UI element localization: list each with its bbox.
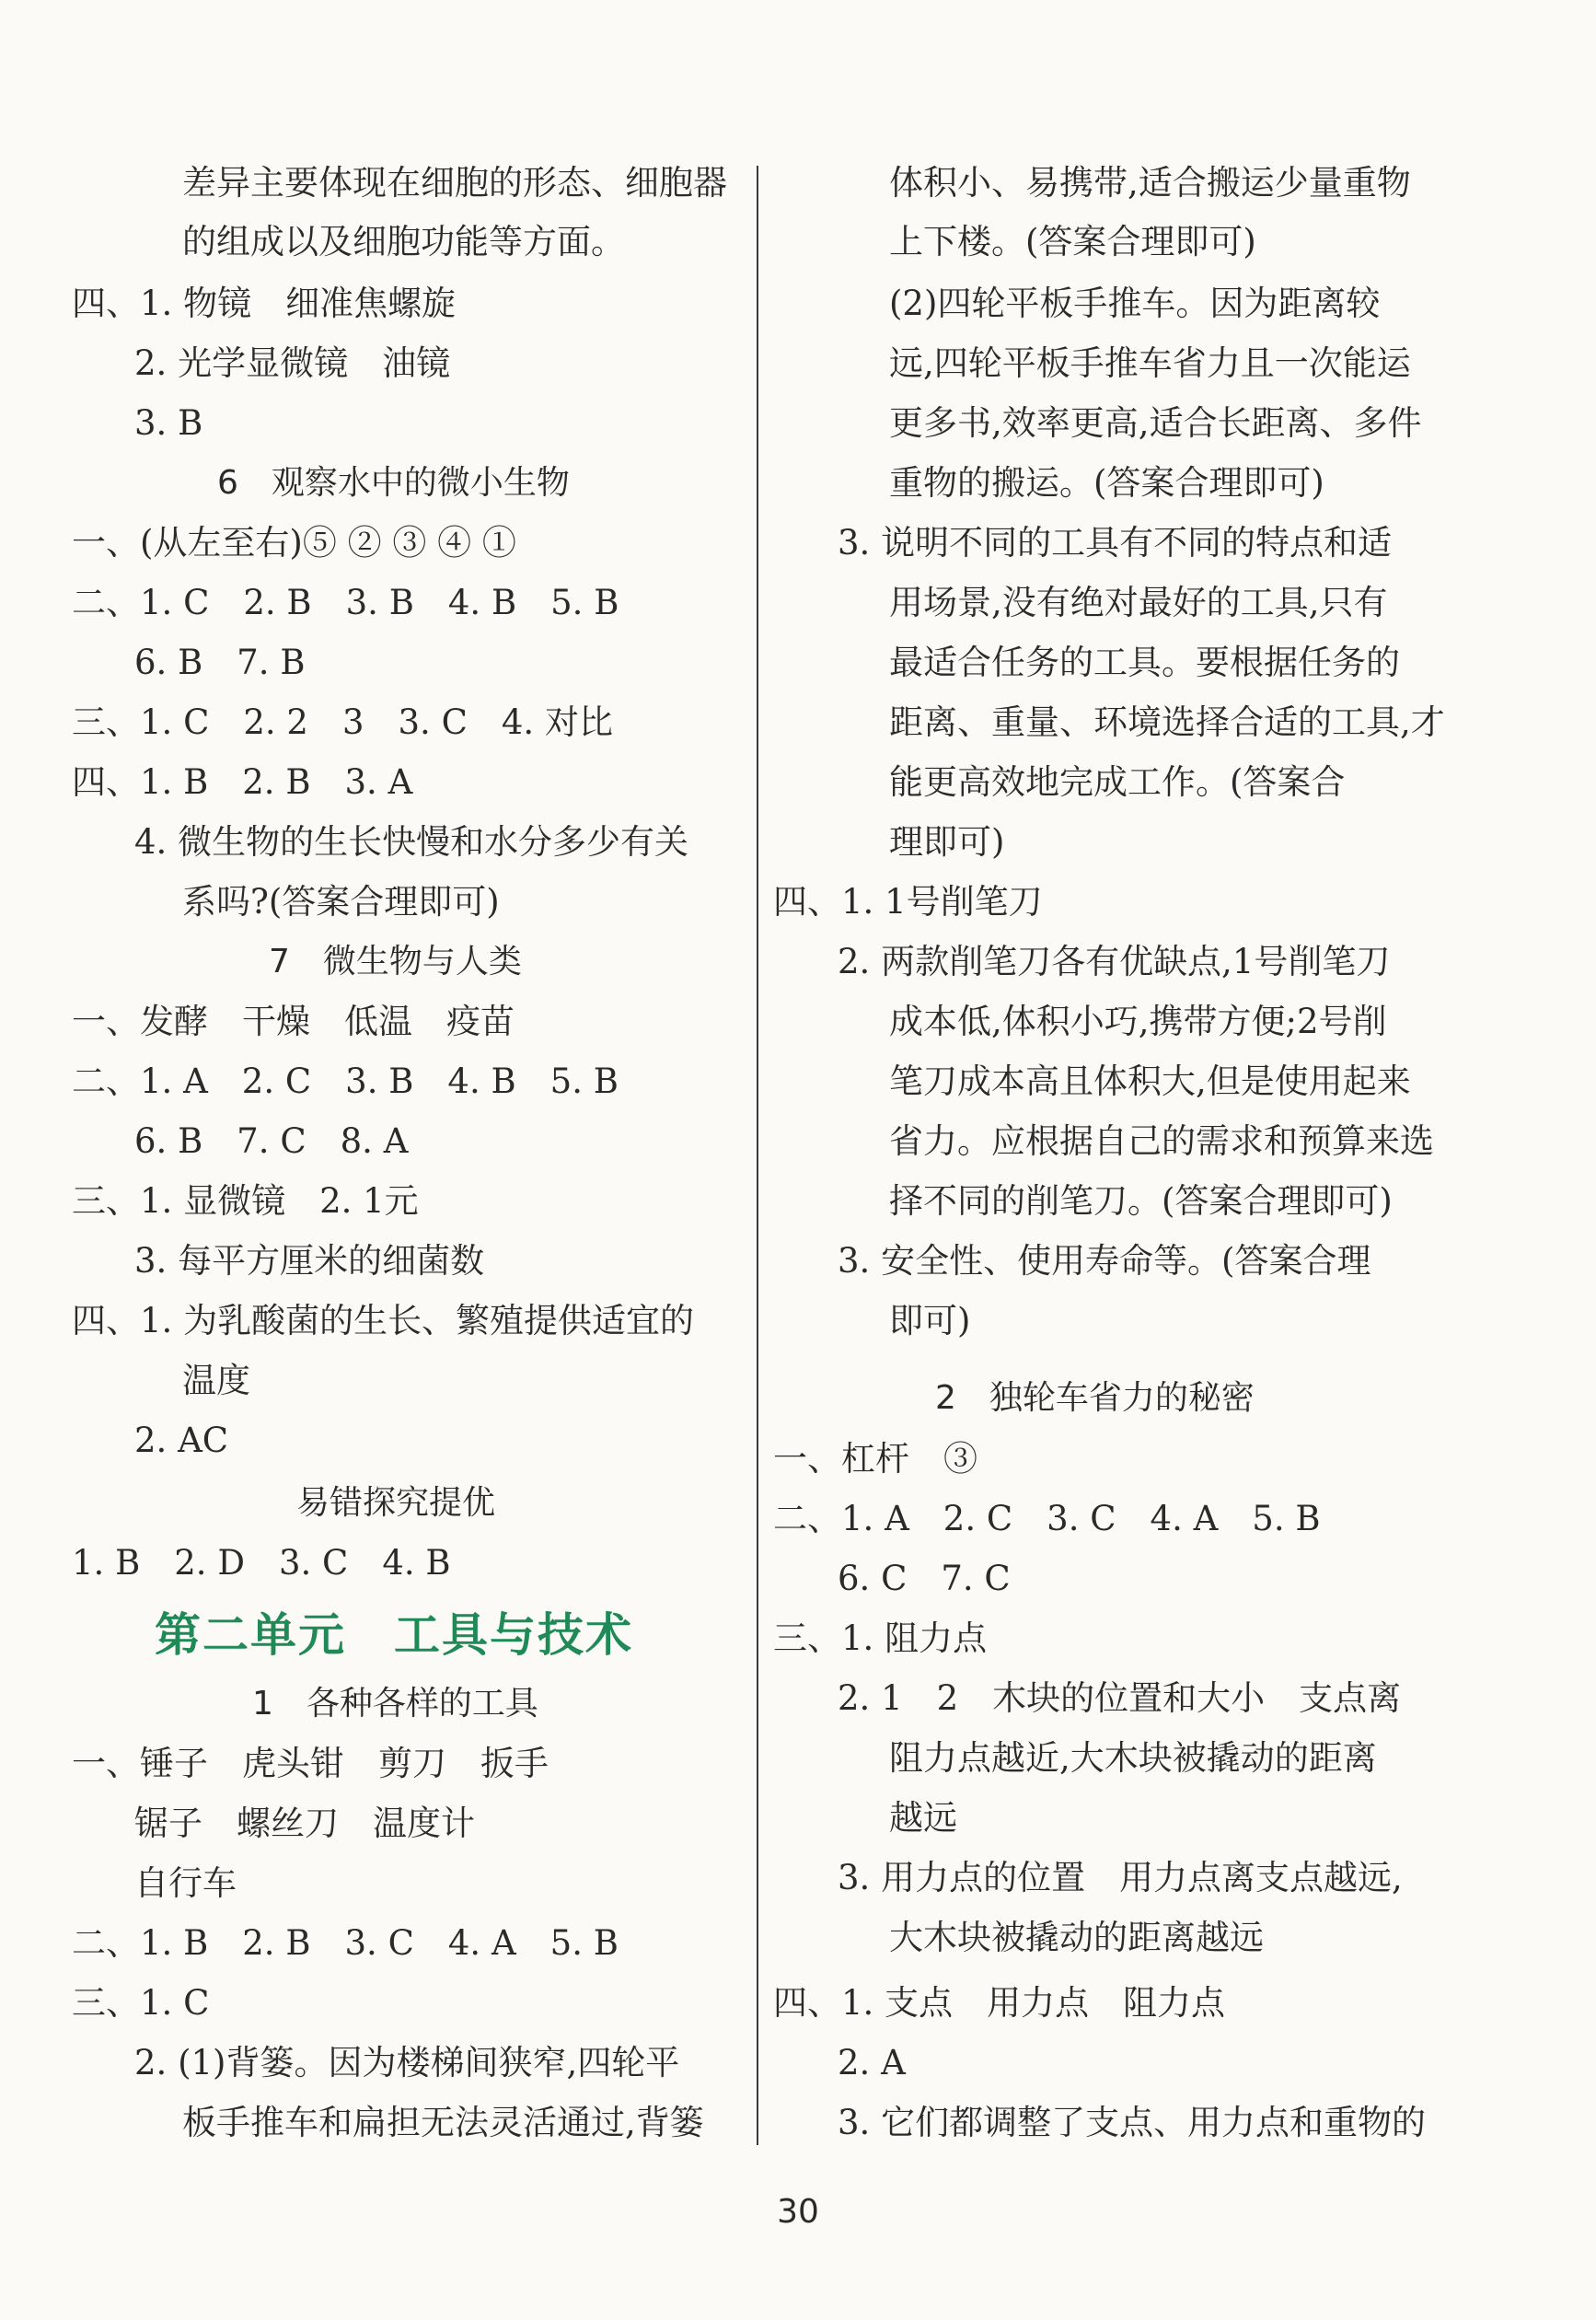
answer-line: 4. 微生物的生长快慢和水分多少有关 <box>134 822 689 862</box>
answer-line: 三、1. C <box>72 1983 210 2023</box>
answer-line: 2. (1)背篓。因为楼梯间狭窄,四轮平 <box>134 2043 680 2082</box>
answer-line: (2)四轮平板手推车。因为距离较 <box>889 284 1381 323</box>
answer-line: 重物的搬运。(答案合理即可) <box>889 463 1324 503</box>
answer-line: 体积小、易携带,适合搬运少量重物 <box>889 163 1411 203</box>
answer-line: 成本低,体积小巧,携带方便;2号削 <box>889 1002 1387 1041</box>
answer-line: 即可) <box>889 1301 971 1340</box>
answer-line: 二、1. A 2. C 3. C 4. A 5. B <box>773 1499 1321 1538</box>
answer-line: 的组成以及细胞功能等方面。 <box>182 222 625 261</box>
answer-line: 上下楼。(答案合理即可) <box>889 222 1256 261</box>
answer-line: 温度 <box>182 1361 250 1400</box>
answer-line: 系吗?(答案合理即可) <box>182 882 500 922</box>
section-heading: 6 观察水中的微小生物 <box>217 464 570 502</box>
answer-line: 3. 说明不同的工具有不同的特点和适 <box>838 523 1393 563</box>
answer-line: 理即可) <box>889 822 1005 862</box>
answer-line: 2. A <box>838 2043 906 2082</box>
answer-line: 一、锤子 虎头钳 剪刀 扳手 <box>72 1744 549 1783</box>
answer-line: 二、1. B 2. B 3. C 4. A 5. B <box>72 1923 619 1963</box>
answer-line: 三、1. C 2. 2 3 3. C 4. 对比 <box>72 702 613 742</box>
answer-line: 能更高效地完成工作。(答案合 <box>889 762 1346 802</box>
section-heading: 7 微生物与人类 <box>269 943 522 980</box>
answer-line: 6. B 7. C 8. A <box>134 1121 409 1161</box>
unit-heading: 第二单元 工具与技术 <box>155 1608 633 1662</box>
answer-line: 差异主要体现在细胞的形态、细胞器 <box>182 163 727 203</box>
answer-line: 三、1. 阻力点 <box>773 1618 988 1658</box>
answer-line: 3. B <box>134 403 203 443</box>
answer-line: 远,四轮平板手推车省力且一次能运 <box>889 343 1411 383</box>
answer-line: 3. 用力点的位置 用力点离支点越远, <box>838 1858 1403 1897</box>
column-divider <box>757 166 758 2145</box>
answer-line: 三、1. 显微镜 2. 1元 <box>72 1181 419 1221</box>
answer-line: 四、1. 支点 用力点 阻力点 <box>773 1983 1226 2023</box>
answer-line: 自行车 <box>134 1863 237 1903</box>
answer-line: 一、发酵 干燥 低温 疫苗 <box>72 1002 515 1041</box>
answer-line: 3. 它们都调整了支点、用力点和重物的 <box>838 2103 1427 2142</box>
answer-line: 2. AC <box>134 1421 229 1460</box>
answer-line: 四、1. B 2. B 3. A <box>72 762 413 802</box>
section-heading: 1 各种各样的工具 <box>252 1685 538 1723</box>
section-heading: 易错探究提优 <box>296 1484 496 1522</box>
answer-line: 二、1. A 2. C 3. B 4. B 5. B <box>72 1061 619 1101</box>
answer-line: 2. 光学显微镜 油镜 <box>134 343 451 383</box>
answer-line: 锯子 螺丝刀 温度计 <box>134 1804 475 1843</box>
answer-line: 二、1. C 2. B 3. B 4. B 5. B <box>72 583 619 622</box>
answer-line: 用场景,没有绝对最好的工具,只有 <box>889 583 1388 622</box>
answer-line: 一、杠杆 ③ <box>773 1439 977 1479</box>
answer-line: 四、1. 1号削笔刀 <box>773 882 1043 922</box>
answer-line: 笔刀成本高且体积大,但是使用起来 <box>889 1061 1411 1101</box>
answer-line: 距离、重量、环境选择合适的工具,才 <box>889 702 1445 742</box>
answer-line: 3. 安全性、使用寿命等。(答案合理 <box>838 1241 1371 1281</box>
answer-line: 1. B 2. D 3. C 4. B <box>72 1543 451 1583</box>
page-number: 30 <box>777 2193 819 2231</box>
answer-line: 2. 两款削笔刀各有优缺点,1号削笔刀 <box>838 942 1391 981</box>
answer-line: 省力。应根据自己的需求和预算来选 <box>889 1121 1434 1161</box>
answer-line: 四、1. 为乳酸菌的生长、繁殖提供适宜的 <box>72 1301 695 1340</box>
answer-line: 6. C 7. C <box>838 1559 1011 1598</box>
answer-line: 阻力点越近,大木块被撬动的距离 <box>889 1738 1377 1778</box>
answer-line: 大木块被撬动的距离越远 <box>889 1918 1264 1957</box>
answer-line: 板手推车和扁担无法灵活通过,背篓 <box>182 2103 704 2142</box>
answer-line: 更多书,效率更高,适合长距离、多件 <box>889 403 1422 443</box>
answer-line: 择不同的削笔刀。(答案合理即可) <box>889 1181 1393 1221</box>
answer-line: 一、(从左至右)⑤ ② ③ ④ ① <box>72 523 516 563</box>
answer-line: 2. 1 2 木块的位置和大小 支点离 <box>838 1678 1402 1718</box>
answer-line: 6. B 7. B <box>134 643 306 682</box>
answer-line: 四、1. 物镜 细准焦螺旋 <box>72 284 457 323</box>
section-heading: 2 独轮车省力的秘密 <box>935 1379 1255 1417</box>
answer-line: 越远 <box>889 1798 957 1838</box>
answer-line: 3. 每平方厘米的细菌数 <box>134 1241 485 1281</box>
answer-line: 最适合任务的工具。要根据任务的 <box>889 643 1400 682</box>
